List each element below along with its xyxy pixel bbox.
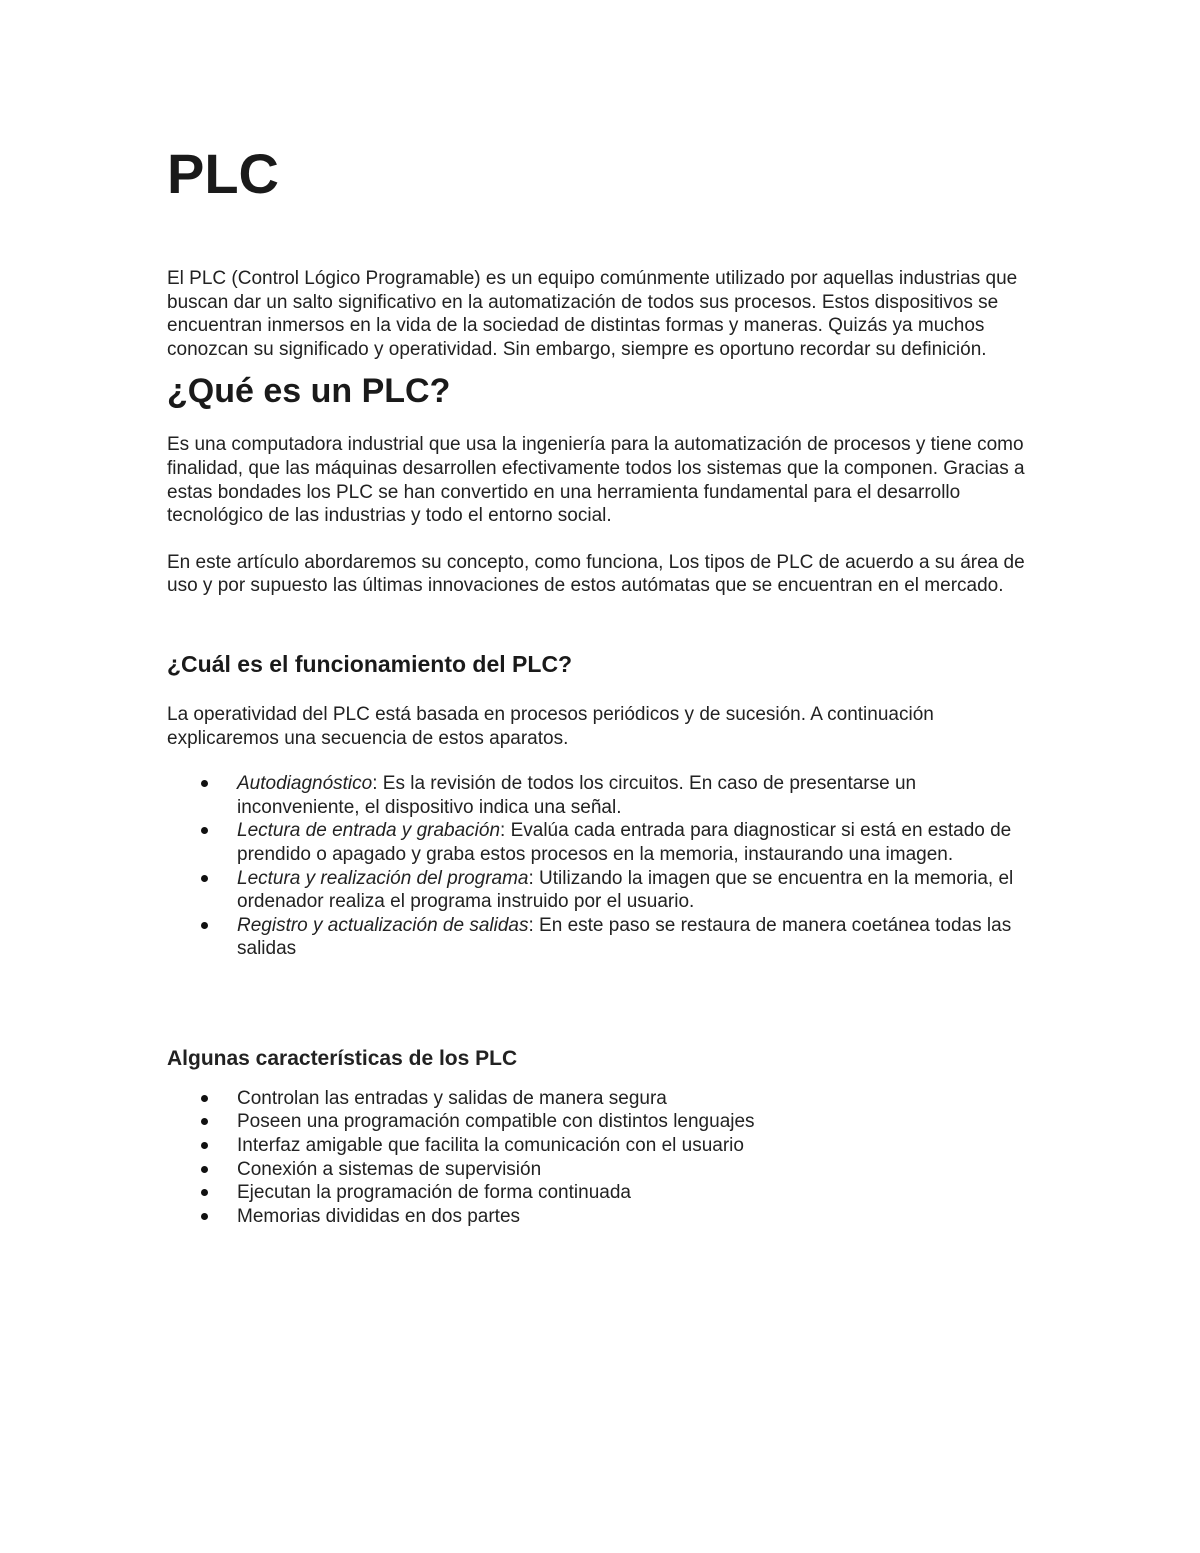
function-paragraph: La operatividad del PLC está basada en procesos periódicos y de sucesión. A continuación explicaremos una secuencia de estos aparatos. [167, 703, 934, 749]
features-heading: Algunas características de los PLC [167, 1046, 518, 1070]
feature-text: Ejecutan la programación de forma continuada [237, 1182, 631, 1204]
list-item [237, 1181, 1040, 1205]
bullet-icon [201, 1189, 208, 1196]
document-title: PLC [167, 142, 279, 205]
list-item [237, 819, 1040, 866]
function-steps-list [167, 772, 1040, 961]
feature-text: Poseen una programación compatible con distintos lenguajes [237, 1111, 755, 1133]
list-item [237, 1134, 1040, 1158]
step-text: : Evalúa cada entrada para diagnosticar si está en estado de prendido o apagado y graba estos procesos en la memoria, instaurando una imagen. [237, 820, 1012, 865]
bullet-icon [201, 1142, 208, 1149]
step-text: : En este paso se restaura de manera coetánea todas las salidas [237, 914, 1012, 960]
list-item [237, 1158, 1040, 1182]
step-text: : Es la revisión de todos los circuitos. En caso de presentarse un inconveniente, el dispositivo indica una señal. [237, 773, 917, 818]
bullet-icon [201, 875, 208, 882]
feature-text: Conexión a sistemas de supervisión [237, 1158, 542, 1180]
step-text: : Utilizando la imagen que se encuentra en la memoria, el ordenador realiza el programa instruido por el usuario. [237, 867, 1014, 913]
list-item [237, 772, 1040, 819]
step-term: Lectura de entrada y grabación [237, 820, 501, 842]
list-item [237, 1205, 1040, 1229]
bullet-icon [201, 1095, 208, 1102]
features-list [167, 1087, 1040, 1229]
step-term: Autodiagnóstico [237, 773, 373, 795]
bullet-icon [201, 1213, 208, 1220]
bullet-icon [201, 1166, 208, 1173]
list-item [237, 1110, 1040, 1134]
list-item [237, 867, 1040, 914]
step-term: Lectura y realización del programa [237, 867, 529, 889]
feature-text: Memorias divididas en dos partes [237, 1205, 521, 1227]
what-heading: ¿Qué es un PLC? [167, 372, 451, 411]
bullet-icon [201, 780, 208, 787]
list-item [237, 914, 1040, 961]
feature-text: Interfaz amigable que facilita la comunicación con el usuario [237, 1135, 744, 1157]
step-term: Registro y actualización de salidas [237, 914, 529, 936]
bullet-icon [201, 922, 208, 929]
function-heading: ¿Cuál es el funcionamiento del PLC? [167, 650, 573, 677]
list-item [237, 1087, 1040, 1111]
feature-text: Controlan las entradas y salidas de manera segura [237, 1087, 667, 1109]
intro-paragraph: El PLC (Control Lógico Programable) es un equipo comúnmente utilizado por aquellas industrias que buscan dar un salto significativo en la automatización de todos sus procesos. Estos dispositivos se encuentran inmersos en la vida de la sociedad de distintas formas y maneras. Quizás ya muchos conozcan su significado y operatividad. Sin embargo, siempre es oportuno recordar su definición. [167, 268, 1018, 360]
bullet-icon [201, 1118, 208, 1125]
what-paragraph-1: Es una computadora industrial que usa la ingeniería para la automatización de procesos y tiene como finalidad, que las máquinas desarrollen efectivamente todos los sistemas que la componen. Gracias a estas bondades los PLC se han convertido en una herramienta fundamental para el desarrollo tecnológico de las industrias y todo el entorno social. [167, 434, 1025, 527]
bullet-icon [201, 827, 208, 834]
what-paragraph-2: En este artículo abordaremos su concepto, como funciona, Los tipos de PLC de acuerdo a su área de uso y por supuesto las últimas innovaciones de estos autómatas que se encuentran en el mercado. [167, 551, 1025, 597]
